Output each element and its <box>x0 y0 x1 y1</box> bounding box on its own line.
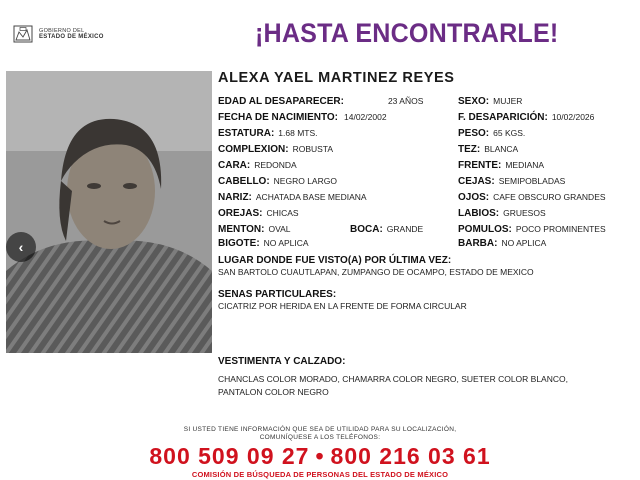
field-label: CARA: <box>218 160 251 171</box>
phone-1[interactable]: 800 509 09 27 <box>149 443 310 469</box>
field-label: EDAD AL DESAPARECER: <box>218 96 344 107</box>
previous-photo-button[interactable] <box>6 232 36 262</box>
footer-note-2: COMUNÍQUESE A LOS TELÉFONOS: <box>259 434 381 441</box>
field-value: CHICAS <box>266 208 299 218</box>
clothing-line-1: CHANCLAS COLOR MORADO, CHAMARRA COLOR NEGRO, SUETER COLOR BLANCO, <box>218 374 568 384</box>
field-label: MENTON: <box>218 224 265 235</box>
field-label: COMPLEXION: <box>218 144 289 155</box>
field-barba <box>458 238 546 249</box>
field-label: ESTATURA: <box>218 128 275 139</box>
field-labios <box>458 208 546 219</box>
footer-note-1: SI USTED TIENE INFORMACIÓN QUE SEA DE UTILIDAD PARA SU LOCALIZACIÓN, <box>183 426 457 433</box>
field-peso <box>458 128 525 139</box>
field-label: BIGOTE: <box>218 238 260 249</box>
field-label: FRENTE: <box>458 160 502 171</box>
last-seen-label: LUGAR DONDE FUE VISTO(A) POR ÚLTIMA VEZ: <box>218 255 452 266</box>
field-value: 14/02/2002 <box>344 112 387 122</box>
marks-value: CICATRIZ POR HERIDA EN LA FRENTE DE FORMA CIRCULAR <box>218 301 467 311</box>
field-label: FECHA DE NACIMIENTO: <box>218 112 338 123</box>
field-value: MEDIANA <box>505 160 545 170</box>
field-value: NO APLICA <box>501 238 547 248</box>
field-value: MUJER <box>493 96 523 106</box>
field-label: POMULOS: <box>458 224 512 235</box>
field-label: CEJAS: <box>458 176 495 187</box>
last-seen-value: SAN BARTOLO CUAUTLAPAN, ZUMPANGO DE OCAMPO, ESTADO DE MEXICO <box>218 267 534 277</box>
field-label: OJOS: <box>458 192 490 203</box>
field-value: NO APLICA <box>263 238 309 248</box>
field-cabello <box>218 176 337 187</box>
field-value: 23 AÑOS <box>387 96 424 106</box>
clothing-label: VESTIMENTA Y CALZADO: <box>218 356 346 367</box>
field-label: TEZ: <box>458 144 481 155</box>
field-value: CAFE OBSCURO GRANDES <box>493 192 606 202</box>
field-label: OREJAS: <box>218 208 263 219</box>
field-label: SEXO: <box>458 96 490 107</box>
field-sexo <box>458 96 522 107</box>
field-label: BOCA: <box>350 224 383 235</box>
chevron-left-icon: ‹ <box>18 239 24 255</box>
field-boca <box>350 224 423 235</box>
phone-2[interactable]: 800 216 03 61 <box>330 443 491 469</box>
field-fecha-desaparicion <box>458 112 594 123</box>
field-complexion <box>218 144 333 155</box>
field-fecha-nacimiento <box>218 112 387 123</box>
field-edad <box>218 96 423 107</box>
gov-line-2: ESTADO DE MÉXICO <box>39 34 104 40</box>
field-cejas <box>458 176 565 187</box>
field-value: 65 KGS. <box>493 128 526 138</box>
field-value: 1.68 MTS. <box>278 128 318 138</box>
field-value: OVAL <box>268 224 291 234</box>
field-value: REDONDA <box>254 160 297 170</box>
phone-numbers <box>0 443 640 470</box>
headline: ¡HASTA ENCONTRARLE! <box>255 18 559 48</box>
field-label: LABIOS: <box>458 208 500 219</box>
field-frente <box>458 160 544 171</box>
field-label: CABELLO: <box>218 176 270 187</box>
phone-separator: • <box>315 443 325 469</box>
field-value: GRANDE <box>386 224 424 234</box>
field-value: SEMIPOBLADAS <box>498 176 566 186</box>
field-pomulos <box>458 224 606 235</box>
marks-label: SENAS PARTICULARES: <box>218 289 337 300</box>
field-ojos <box>458 192 606 203</box>
field-label: BARBA: <box>458 238 498 249</box>
state-seal-icon <box>12 23 34 45</box>
gov-line-1: GOBIERNO DEL <box>39 27 85 34</box>
commission-name: COMISIÓN DE BÚSQUEDA DE PERSONAS DEL ESTADO DE MÉXICO <box>191 470 449 479</box>
person-photo <box>6 71 212 353</box>
government-logo <box>12 22 122 46</box>
person-name: ALEXA YAEL MARTINEZ REYES <box>218 70 455 86</box>
field-tez <box>458 144 518 155</box>
field-bigote <box>218 238 309 249</box>
field-label: NARIZ: <box>218 192 252 203</box>
field-label: F. DESAPARICIÓN: <box>458 112 548 123</box>
field-nariz <box>218 192 367 203</box>
field-value: ROBUSTA <box>292 144 334 154</box>
field-value: POCO PROMINENTES <box>515 224 606 234</box>
field-value: 10/02/2026 <box>551 112 595 122</box>
photo-illustration <box>6 71 212 353</box>
field-estatura <box>218 128 318 139</box>
field-menton <box>218 224 291 235</box>
field-orejas <box>218 208 299 219</box>
field-value: BLANCA <box>484 144 519 154</box>
clothing-line-2: PANTALON COLOR NEGRO <box>218 387 329 397</box>
field-cara <box>218 160 297 171</box>
field-value: GRUESOS <box>503 208 546 218</box>
field-label: PESO: <box>458 128 490 139</box>
field-value: ACHATADA BASE MEDIANA <box>255 192 367 202</box>
government-name <box>39 28 104 41</box>
field-value: NEGRO LARGO <box>273 176 337 186</box>
